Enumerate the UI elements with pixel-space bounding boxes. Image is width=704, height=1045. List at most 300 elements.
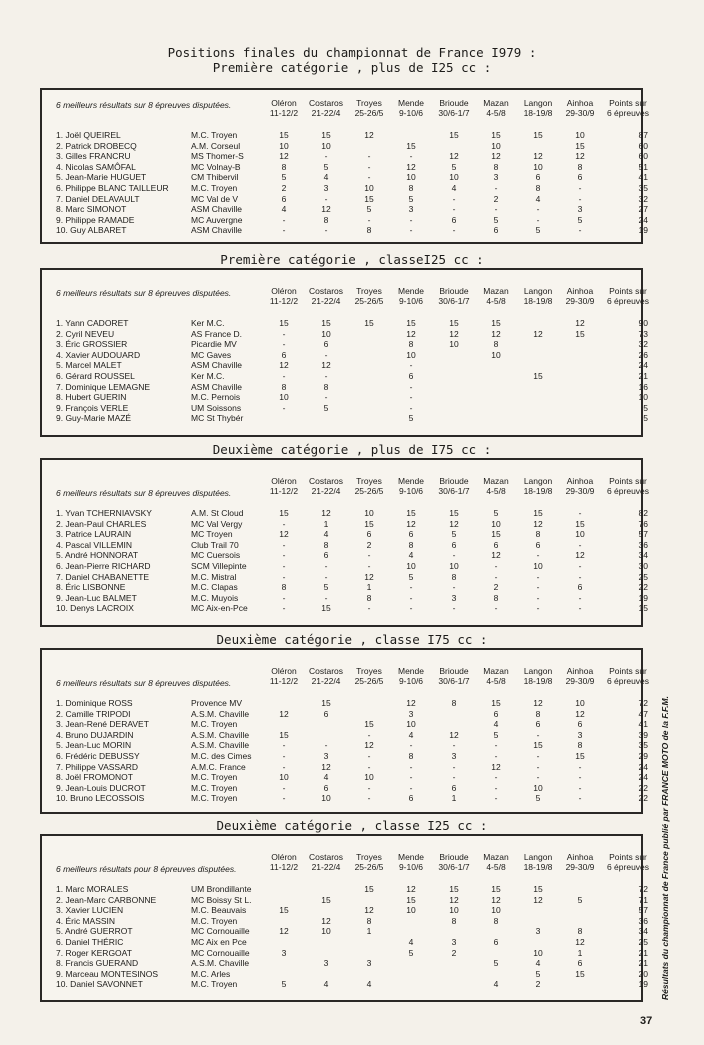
column-dates: 9-10/6: [398, 862, 424, 872]
total-points: 21: [638, 958, 648, 969]
column-header: [347, 852, 391, 872]
event-points: 10: [491, 905, 501, 916]
column-header: [389, 476, 433, 496]
column-dates: 9-10/6: [398, 676, 424, 686]
event-points: -: [578, 225, 582, 236]
event-points: -: [578, 592, 582, 603]
event-points: 6: [535, 719, 541, 730]
column-name: Ainhoa: [566, 286, 594, 296]
event-points: -: [367, 214, 371, 225]
column-name: Points sur: [609, 852, 647, 862]
column-name: Langon: [523, 286, 553, 296]
event-points: 6: [451, 214, 457, 225]
column-name: Costaros: [308, 98, 343, 108]
event-points: -: [282, 603, 286, 614]
rider-club: M.C. des Cimes: [191, 751, 252, 761]
total-points: 60: [638, 140, 648, 151]
rider-name: 6. Gérard ROUSSEL: [56, 371, 135, 381]
event-points: 15: [575, 518, 585, 529]
column-name: Troyes: [356, 852, 382, 862]
rider-club: ASM Chaville: [191, 381, 243, 392]
event-points: 6: [493, 708, 499, 719]
event-points: 12: [449, 151, 459, 162]
column-name: Oléron: [271, 852, 297, 862]
rider-club: MC Cuersois: [191, 550, 241, 561]
column-dates: 9-10/6: [398, 296, 424, 306]
rider-name: 4. Nicolas SAMÔFAL: [56, 161, 136, 172]
rider-name: 7. Roger KERGOAT: [56, 947, 132, 958]
table-row: [42, 958, 648, 969]
event-points: 4: [408, 937, 414, 947]
event-points: 3: [408, 708, 414, 719]
rider-name: 7. Daniel CHABANETTE: [56, 571, 150, 582]
rider-club: M.C. Troyen: [191, 772, 238, 783]
event-points: -: [409, 381, 413, 392]
rider-club: Picardie MV: [191, 339, 237, 350]
event-points: -: [324, 151, 328, 162]
column-header: [262, 852, 306, 872]
side-note: Résultats du championnat de France publié par FRANCE MOTO de la F.F.M.: [660, 696, 670, 1000]
event-points: 12: [321, 915, 331, 926]
rider-name: 10. Guy ALBARET: [56, 225, 127, 236]
event-points: -: [452, 761, 456, 772]
event-points: 12: [279, 151, 289, 162]
rider-name: 4. Pascal VILLEMIN: [56, 539, 133, 550]
event-points: 8: [408, 539, 414, 550]
event-points: -: [409, 151, 413, 162]
column-name: Mazan: [483, 666, 509, 676]
table-row: [42, 392, 648, 403]
event-points: 2: [493, 193, 499, 204]
table-row: [42, 151, 648, 162]
total-points: 22: [638, 582, 648, 593]
event-points: 8: [408, 183, 414, 193]
event-points: 15: [449, 884, 459, 894]
column-dates: 30/6-1/7: [438, 108, 470, 118]
table-row: [42, 413, 648, 424]
event-points: 3: [451, 592, 457, 603]
event-points: 8: [281, 381, 287, 392]
event-points: 5: [408, 571, 414, 582]
table-subtitle: 6 meilleurs résultats sur 8 épreuves disputées.: [56, 100, 232, 110]
event-points: 15: [321, 318, 331, 328]
event-points: 6: [451, 539, 457, 550]
column-dates: 25-26/5: [354, 862, 384, 872]
event-points: 12: [533, 151, 543, 162]
table-row: [42, 539, 648, 550]
event-points: 15: [533, 130, 543, 140]
event-points: 4: [323, 979, 329, 990]
event-points: 10: [321, 140, 331, 151]
table-row: [42, 183, 648, 193]
event-points: 10: [279, 392, 289, 403]
column-header: [602, 852, 654, 872]
rider-name: 5. André HONNORAT: [56, 550, 139, 561]
table-subtitle: 6 meilleurs résultats pour 8 épreuves disputées.: [56, 864, 237, 874]
event-points: -: [578, 183, 582, 193]
event-points: 5: [408, 193, 414, 204]
event-points: 5: [493, 729, 499, 740]
event-points: -: [452, 582, 456, 593]
column-dates: 30/6-1/7: [438, 486, 470, 496]
event-points: -: [367, 561, 371, 571]
event-points: 10: [406, 349, 416, 360]
table-row: [42, 204, 648, 215]
event-points: 12: [279, 529, 289, 540]
column-dates: 6 épreuves: [606, 108, 650, 118]
event-points: -: [324, 349, 328, 360]
column-name: Ainhoa: [566, 98, 594, 108]
table-row: [42, 193, 648, 204]
column-dates: 11-12/2: [269, 676, 299, 686]
column-header: [474, 476, 518, 496]
column-header: [389, 98, 433, 118]
total-points: 60: [638, 151, 648, 162]
rider-club: Ker M.C.: [191, 318, 225, 328]
table-row: [42, 402, 648, 413]
event-points: -: [367, 751, 371, 761]
event-points: -: [409, 392, 413, 403]
total-points: 72: [638, 884, 648, 894]
rider-club: A.S.M. Chaville: [191, 958, 250, 969]
event-points: 5: [535, 968, 541, 979]
rider-club: A.M. Corseul: [191, 140, 241, 151]
column-name: Mende: [398, 476, 424, 486]
column-name: Points sur: [609, 476, 647, 486]
event-points: 5: [577, 894, 583, 905]
column-header: [389, 852, 433, 872]
rider-name: 3. Gilles FRANCRU: [56, 151, 131, 162]
rider-name: 1. Marc MORALES: [56, 884, 129, 894]
event-points: 12: [491, 550, 501, 561]
column-header: [304, 852, 348, 872]
column-name: Troyes: [356, 666, 382, 676]
event-points: 4: [408, 550, 414, 561]
total-points: 39: [638, 729, 648, 740]
total-points: 41: [638, 172, 648, 183]
rider-club: ASM Chaville: [191, 225, 243, 236]
rider-name: 9. Jean-Louis DUCROT: [56, 782, 146, 793]
event-points: 4: [366, 979, 372, 990]
event-points: 8: [323, 381, 329, 392]
event-points: 8: [535, 529, 541, 540]
event-points: -: [282, 371, 286, 381]
rider-name: 10. Denys LACROIX: [56, 603, 134, 614]
event-points: 5: [493, 214, 499, 225]
table-row: [42, 561, 648, 571]
event-points: 15: [406, 508, 416, 518]
total-points: 25: [638, 937, 648, 947]
event-points: -: [536, 550, 540, 561]
rider-club: M.C. Clapas: [191, 582, 238, 593]
event-points: -: [324, 561, 328, 571]
table-row: [42, 782, 648, 793]
column-name: Costaros: [308, 852, 343, 862]
table-row: [42, 140, 648, 151]
rider-name: 7. Dominique LEMAGNE: [56, 381, 151, 392]
total-points: 16: [638, 381, 648, 392]
column-name: Brioude: [439, 476, 469, 486]
event-points: 10: [575, 130, 585, 140]
column-name: Costaros: [308, 476, 343, 486]
event-points: 15: [321, 698, 331, 708]
section-heading: Deuxième catégorie , classe I25 cc :: [216, 818, 488, 833]
event-points: 6: [535, 172, 541, 183]
table-row: [42, 937, 648, 947]
rider-name: 7. Daniel DELAVAULT: [56, 193, 140, 204]
column-dates: 18-19/8: [523, 108, 553, 118]
event-points: 15: [575, 328, 585, 339]
event-points: 12: [364, 740, 374, 751]
event-points: 3: [451, 937, 457, 947]
event-points: 15: [533, 371, 543, 381]
rider-name: 5. André GUERROT: [56, 926, 133, 937]
event-points: 6: [577, 958, 583, 969]
page-title-line: Positions finales du championnat de France I979 :: [167, 45, 537, 60]
column-dates: 6 épreuves: [606, 862, 650, 872]
table-row: [42, 947, 648, 958]
event-points: 12: [279, 926, 289, 937]
rider-name: 3. Patrice LAURAIN: [56, 529, 132, 540]
event-points: 15: [533, 740, 543, 751]
event-points: -: [367, 151, 371, 162]
event-points: 12: [575, 151, 585, 162]
table-row: [42, 894, 648, 905]
event-points: -: [409, 761, 413, 772]
event-points: 15: [279, 508, 289, 518]
total-points: 5: [643, 413, 648, 424]
total-points: 27: [638, 204, 648, 215]
rider-club: MC Boissy St L.: [191, 894, 252, 905]
column-header: [389, 286, 433, 306]
event-points: -: [282, 214, 286, 225]
event-points: 8: [577, 926, 583, 937]
total-points: 25: [638, 571, 648, 582]
rider-name: 2. Jean-Marc CARBONNE: [56, 894, 157, 905]
rider-club: MC Val Vergy: [191, 518, 243, 529]
table-row: [42, 761, 648, 772]
event-points: 15: [575, 140, 585, 151]
event-points: -: [282, 592, 286, 603]
event-points: -: [324, 571, 328, 582]
column-dates: 21-22/4: [311, 862, 341, 872]
rider-club: M.C. Troyen: [191, 719, 238, 730]
column-header: [347, 476, 391, 496]
rider-club: M.C. Muyois: [191, 592, 239, 603]
total-points: 35: [638, 740, 648, 751]
event-points: 5: [408, 947, 414, 958]
table-subtitle: 6 meilleurs résultats sur 8 épreuves disputées.: [56, 288, 232, 298]
total-points: 15: [638, 603, 648, 614]
column-name: Ainhoa: [566, 852, 594, 862]
column-name: Brioude: [439, 98, 469, 108]
event-points: -: [324, 592, 328, 603]
event-points: -: [282, 782, 286, 793]
event-points: -: [324, 193, 328, 204]
event-points: 4: [493, 719, 499, 730]
column-dates: 29-30/9: [565, 108, 595, 118]
event-points: 6: [366, 529, 372, 540]
event-points: -: [578, 761, 582, 772]
results-table: [40, 834, 650, 1002]
column-header: [262, 476, 306, 496]
event-points: 6: [281, 193, 287, 204]
event-points: -: [282, 402, 286, 413]
column-header: [304, 286, 348, 306]
rider-club: Club Trail 70: [191, 539, 239, 550]
column-dates: 11-12/2: [269, 862, 299, 872]
column-dates: 6 épreuves: [606, 676, 650, 686]
event-points: 12: [406, 328, 416, 339]
rider-name: 9. François VERLE: [56, 402, 129, 413]
table-row: [42, 751, 648, 761]
event-points: 8: [577, 740, 583, 751]
total-points: 47: [638, 708, 648, 719]
event-points: -: [409, 603, 413, 614]
event-points: -: [409, 592, 413, 603]
column-dates: 30/6-1/7: [438, 676, 470, 686]
rider-name: 6. Philippe BLANC TAILLEUR: [56, 183, 169, 193]
column-name: Brioude: [439, 286, 469, 296]
rider-name: 8. Joël FROMONOT: [56, 772, 133, 783]
table-row: [42, 979, 648, 990]
column-name: Brioude: [439, 852, 469, 862]
rider-name: 8. Hubert GUERIN: [56, 392, 127, 403]
event-points: -: [282, 793, 286, 804]
column-dates: 29-30/9: [565, 486, 595, 496]
event-points: 12: [449, 729, 459, 740]
event-points: 2: [366, 539, 372, 550]
column-name: Langon: [523, 98, 553, 108]
total-points: 21: [638, 947, 648, 958]
event-points: 15: [321, 894, 331, 905]
rider-club: ASM Chaville: [191, 204, 243, 215]
event-points: 8: [451, 571, 457, 582]
total-points: 72: [638, 698, 648, 708]
event-points: 6: [408, 793, 414, 804]
event-points: -: [536, 582, 540, 593]
rider-club: M.C. Mistral: [191, 571, 237, 582]
event-points: -: [452, 204, 456, 215]
event-points: 15: [449, 130, 459, 140]
event-points: 10: [279, 140, 289, 151]
event-points: -: [494, 183, 498, 193]
column-dates: 25-26/5: [354, 296, 384, 306]
event-points: -: [452, 225, 456, 236]
event-points: 5: [535, 793, 541, 804]
rider-name: 9. Jean-Luc BALMET: [56, 592, 137, 603]
event-points: 10: [449, 905, 459, 916]
column-header: [432, 666, 476, 686]
event-points: -: [494, 603, 498, 614]
event-points: -: [578, 603, 582, 614]
event-points: 5: [408, 413, 414, 424]
event-points: 12: [364, 130, 374, 140]
column-name: Mende: [398, 666, 424, 676]
event-points: -: [578, 193, 582, 204]
event-points: 15: [533, 508, 543, 518]
event-points: 8: [323, 539, 329, 550]
rider-name: 2. Jean-Paul CHARLES: [56, 518, 147, 529]
column-header: [516, 852, 560, 872]
rider-name: 3. Xavier LUCIEN: [56, 905, 124, 916]
column-name: Points sur: [609, 98, 647, 108]
rider-club: M.C. Troyen: [191, 183, 238, 193]
event-points: 10: [533, 561, 543, 571]
event-points: -: [494, 751, 498, 761]
total-points: 10: [638, 392, 648, 403]
event-points: -: [409, 782, 413, 793]
rider-name: 6. Frédéric DEBUSSY: [56, 751, 140, 761]
event-points: -: [282, 339, 286, 350]
event-points: 15: [491, 130, 501, 140]
event-points: 15: [364, 884, 374, 894]
rider-club: UM Brondillante: [191, 884, 252, 894]
event-points: 15: [279, 905, 289, 916]
total-points: 22: [638, 782, 648, 793]
column-name: Mende: [398, 286, 424, 296]
event-points: 12: [279, 708, 289, 719]
event-points: -: [367, 550, 371, 561]
column-header: [516, 286, 560, 306]
column-header: [432, 852, 476, 872]
event-points: 4: [535, 193, 541, 204]
table-row: [42, 550, 648, 561]
rider-name: 5. Jean-Marie HUGUET: [56, 172, 147, 183]
rider-club: A.M. St Cloud: [191, 508, 244, 518]
event-points: -: [282, 571, 286, 582]
event-points: 8: [408, 339, 414, 350]
page-title-line: Première catégorie , plus de I25 cc :: [212, 60, 492, 75]
column-header: [602, 666, 654, 686]
total-points: 57: [638, 905, 648, 916]
table-row: [42, 884, 648, 894]
table-row: [42, 518, 648, 529]
column-header: [474, 666, 518, 686]
column-name: Mende: [398, 98, 424, 108]
event-points: 12: [491, 894, 501, 905]
column-dates: 25-26/5: [354, 676, 384, 686]
event-points: 1: [366, 582, 372, 593]
total-points: 73: [638, 328, 648, 339]
event-points: 3: [281, 947, 287, 958]
event-points: -: [324, 225, 328, 236]
table-row: [42, 905, 648, 916]
event-points: -: [578, 782, 582, 793]
total-points: 76: [638, 518, 648, 529]
column-dates: 25-26/5: [354, 486, 384, 496]
event-points: 3: [577, 204, 583, 215]
column-name: Troyes: [356, 476, 382, 486]
column-dates: 25-26/5: [354, 108, 384, 118]
table-row: [42, 318, 648, 328]
event-points: 4: [451, 183, 457, 193]
column-name: Oléron: [271, 286, 297, 296]
table-row: [42, 381, 648, 392]
rider-club: MS Thomer-S: [191, 151, 244, 162]
event-points: -: [367, 729, 371, 740]
event-points: -: [578, 772, 582, 783]
rider-name: 6. Daniel THÉRIC: [56, 937, 124, 947]
event-points: 8: [535, 183, 541, 193]
event-points: -: [282, 761, 286, 772]
rider-club: MC St Thybér: [191, 413, 244, 424]
total-points: 82: [638, 508, 648, 518]
event-points: -: [494, 740, 498, 751]
column-dates: 18-19/8: [523, 862, 553, 872]
event-points: 12: [406, 698, 416, 708]
event-points: 2: [451, 947, 457, 958]
